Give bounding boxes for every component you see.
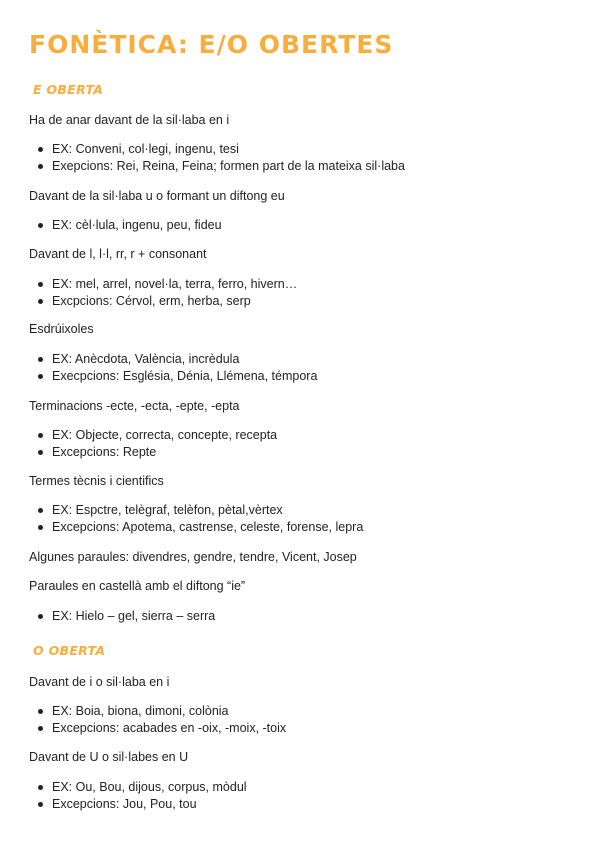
bullet-list	[29, 779, 247, 813]
bullet-list	[29, 351, 317, 385]
rule-text: Davant de i o sil·laba en i	[29, 675, 170, 689]
page-title: FONÈTICA: E/O OBERTES	[29, 30, 394, 59]
list-item: EX: Objecte, correcta, concepte, recepta	[29, 427, 277, 444]
bullet-list	[29, 608, 215, 625]
rule-text: Davant de l, l·l, rr, r + consonant	[29, 247, 207, 261]
list-item: EX: Espctre, telègraf, telèfon, pètal,vèrtex	[29, 502, 363, 519]
list-item: EX: cèl·lula, ingenu, peu, fideu	[29, 217, 222, 234]
list-item: Excepcions: Repte	[29, 444, 277, 461]
rule-text: Terminacions -ecte, -ecta, -epte, -epta	[29, 399, 240, 413]
list-item: Execpcions: Església, Dénia, Llémena, témpora	[29, 368, 317, 385]
list-item: Excepcions: Apotema, castrense, celeste, forense, lepra	[29, 519, 363, 536]
bullet-list	[29, 217, 222, 234]
list-item: EX: Boia, biona, dimoni, colònia	[29, 703, 286, 720]
bullet-list	[29, 276, 297, 310]
bullet-list	[29, 502, 363, 536]
list-item: EX: mel, arrel, novel·la, terra, ferro, hivern…	[29, 276, 297, 293]
section-heading-e-oberta: E OBERTA	[33, 82, 104, 97]
list-item: Excpcions: Cérvol, erm, herba, serp	[29, 293, 297, 310]
rule-text: Termes tècnis i cientifics	[29, 474, 164, 488]
rule-text: Paraules en castellà amb el diftong “ie”	[29, 579, 246, 593]
rule-text: Esdrúixoles	[29, 322, 94, 336]
rule-text: Ha de anar davant de la sil·laba en i	[29, 113, 230, 127]
bullet-list	[29, 703, 286, 737]
rule-text: Davant de la sil·laba u o formant un diftong eu	[29, 189, 285, 203]
rule-text: Davant de U o sil·labes en U	[29, 750, 189, 764]
section-heading-o-oberta: O OBERTA	[33, 643, 106, 658]
rule-text: Algunes paraules: divendres, gendre, tendre, Vicent, Josep	[29, 550, 357, 564]
list-item: EX: Conveni, col·legi, ingenu, tesi	[29, 141, 405, 158]
list-item: Excepcions: acabades en -oix, -moix, -toix	[29, 720, 286, 737]
list-item: EX: Ou, Bou, dijous, corpus, mòdul	[29, 779, 247, 796]
bullet-list	[29, 141, 405, 175]
list-item: EX: Hielo – gel, sierra – serra	[29, 608, 215, 625]
bullet-list	[29, 427, 277, 461]
list-item: EX: Anècdota, València, incrèdula	[29, 351, 317, 368]
list-item: Excepcions: Jou, Pou, tou	[29, 796, 247, 813]
list-item: Exepcions: Rei, Reina, Feina; formen part de la mateixa sil·laba	[29, 158, 405, 175]
